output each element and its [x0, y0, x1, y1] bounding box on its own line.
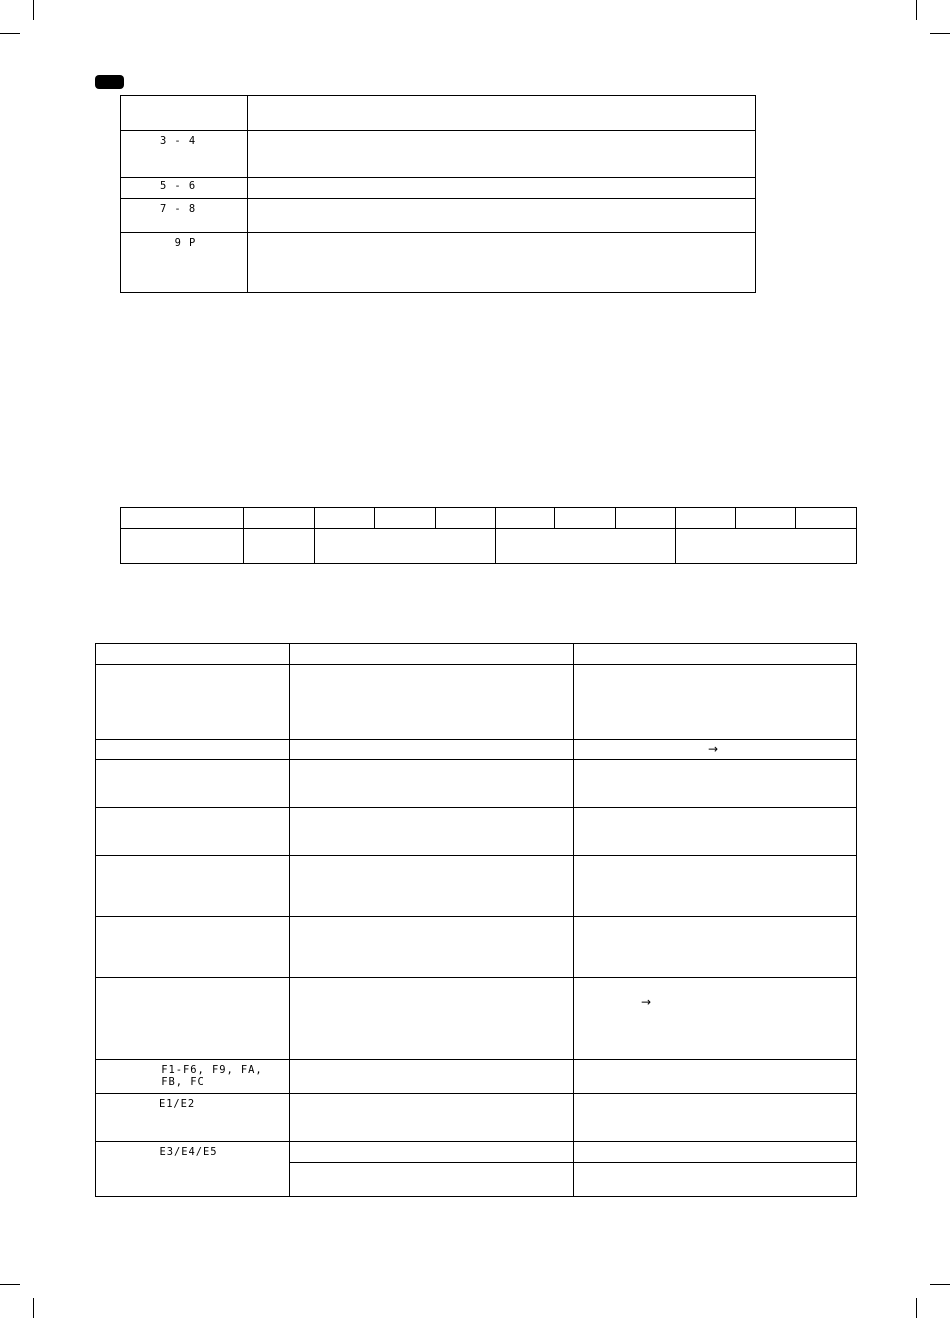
crop-mark-top-right-h: [930, 33, 950, 34]
code-cell: E1/E2: [96, 1094, 290, 1142]
crop-mark-bottom-right-h: [930, 1284, 950, 1285]
table-row: [96, 740, 857, 760]
crop-mark-bottom-right-v: [916, 1298, 917, 1318]
table-row: [121, 233, 756, 293]
description-cell: [248, 96, 756, 131]
table-row: [96, 856, 857, 917]
code-cell: 3 - 4: [121, 131, 248, 178]
troubleshooting-table: [95, 643, 857, 1197]
table-row: [121, 178, 756, 199]
language-badge: [95, 75, 124, 89]
code-cell: E3/E4/E5: [96, 1142, 290, 1197]
code-cell: 9 P: [121, 233, 248, 293]
description-cell: [248, 178, 756, 199]
table-row: [96, 644, 857, 665]
table-row: [96, 1142, 857, 1163]
crop-mark-top-left-h: [0, 33, 20, 34]
crop-mark-top-left-v: [33, 0, 34, 20]
table-row: [96, 1060, 857, 1094]
table-row: [96, 1094, 857, 1142]
table-row: [121, 199, 756, 233]
table-row: [96, 808, 857, 856]
code-cell: 5 - 6: [121, 178, 248, 199]
arrow-right-icon: →: [708, 742, 719, 756]
table-row: [121, 96, 756, 131]
description-cell: [248, 131, 756, 178]
code-cell: 7 - 8: [121, 199, 248, 233]
crop-mark-bottom-left-h: [0, 1284, 20, 1285]
crop-mark-bottom-left-v: [33, 1298, 34, 1318]
display-codes-table: [120, 95, 756, 293]
table-row: [121, 529, 857, 564]
code-cell: [121, 96, 248, 131]
table-row: [96, 978, 857, 1060]
description-cell: [248, 233, 756, 293]
settings-grid-table: [120, 507, 857, 564]
table-row: [96, 760, 857, 808]
table-row: [121, 131, 756, 178]
code-cell: F1-F6, F9, FA, FB, FC: [96, 1060, 290, 1094]
arrow-right-icon: →: [641, 995, 652, 1009]
table-row: [121, 508, 857, 529]
table-row: [96, 665, 857, 740]
crop-mark-top-right-v: [916, 0, 917, 20]
description-cell: [248, 199, 756, 233]
table-row: [96, 917, 857, 978]
